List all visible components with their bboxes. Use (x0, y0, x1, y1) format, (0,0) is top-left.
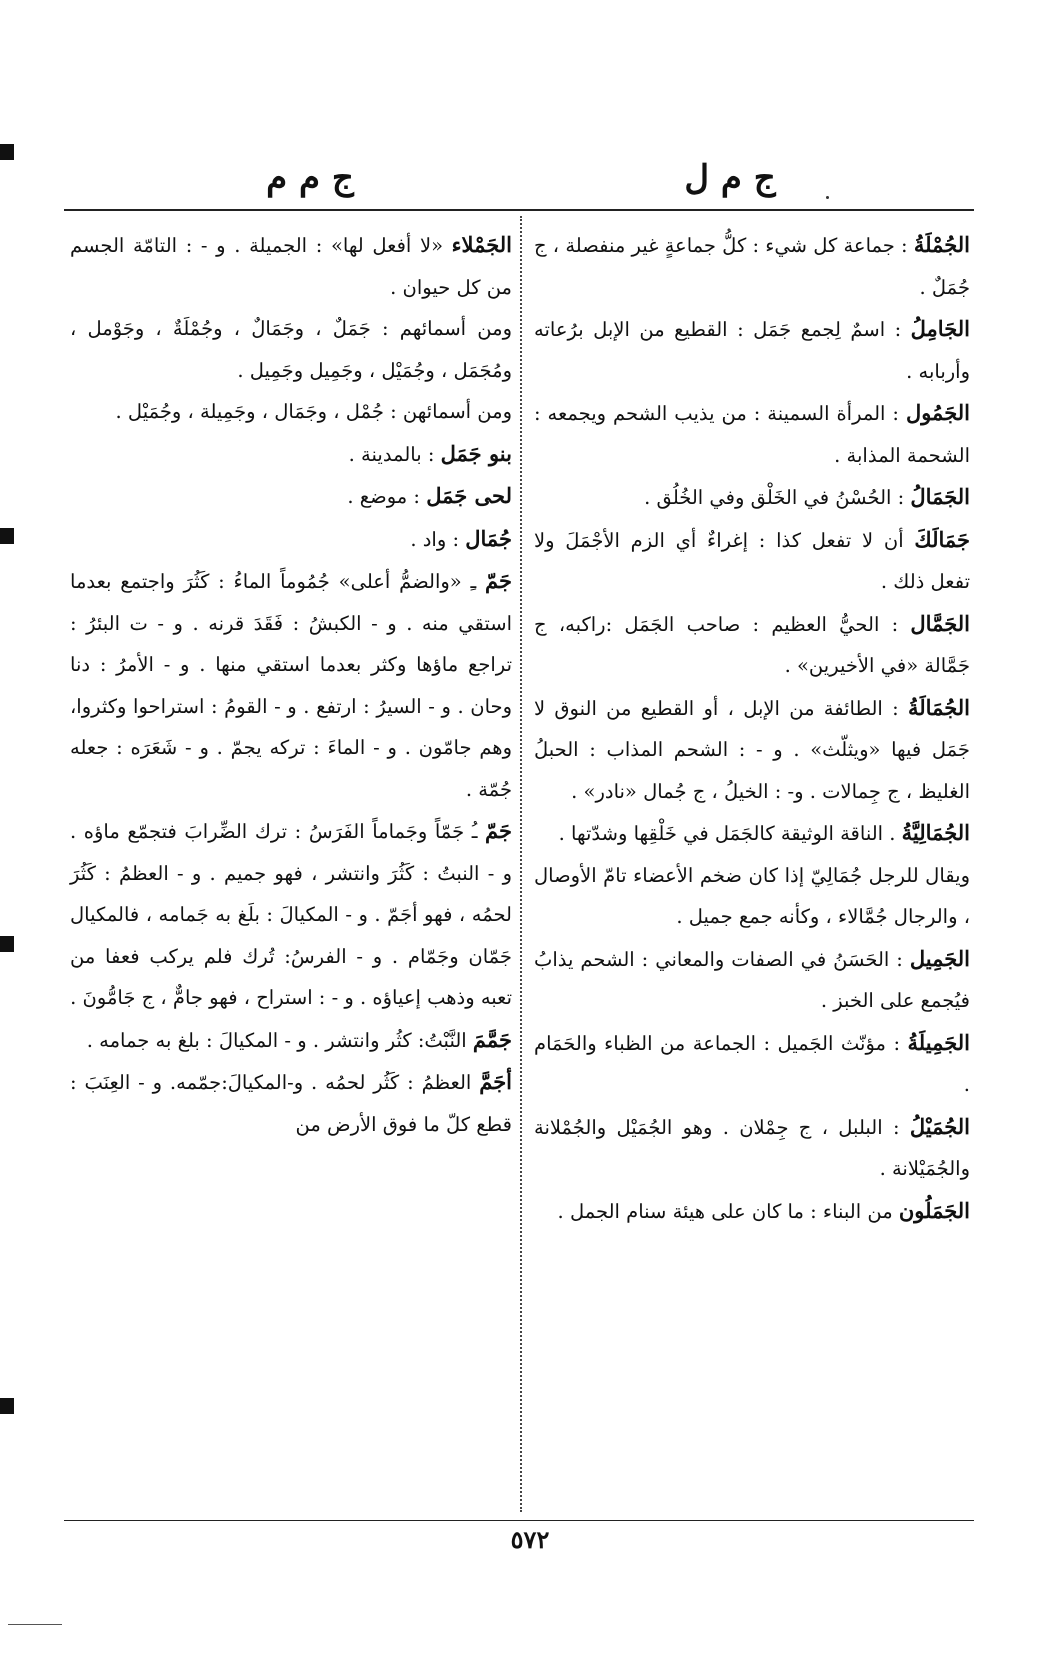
entry-headword: الجَمَالُ (910, 484, 970, 509)
dictionary-entry (534, 519, 970, 603)
entry-definition: من البناء : ما كان على هيئة سنام الجمل . (557, 1199, 893, 1223)
dictionary-entry (534, 476, 970, 519)
entry-definition: : الطائفة من الإبل ، أو القطيع من النوق لا جَمَل فيها «ويثلّث» . و - : الشحم المذاب : الحبلُ الغليظ ، ج جِمالات . و- : الخيلُ ، ج جُمال «نادر» . (534, 696, 970, 803)
dictionary-entry (70, 308, 512, 391)
dictionary-entry (70, 475, 512, 518)
entry-definition: ومن أسمائهم : جَمَلٌ ، وجَمَالٌ ، وجُمْلَةٌ ، وجَوْمل ، ومُجَمَل ، وجُمَيْل ، وجَمِيل وجَمِيل . (70, 317, 512, 382)
entry-headword: الجُمَالَةُ (908, 694, 971, 720)
entry-headword: الجَمِيلَةُ (907, 1029, 970, 1055)
dictionary-entry (70, 224, 512, 308)
entry-headword: الجَمَلُون (898, 1197, 970, 1223)
scan-margin-mark (0, 528, 14, 544)
entry-definition: ويقال للرجل جُمَالِيّ إذا كان ضخم الأعضاء تامّ الأوصال ، والرجال جُمَّالاء ، وكأنه جمع جميل . (534, 863, 970, 928)
entry-definition: ومن أسمائهن : جُمْل ، وجَمَال ، وجَمِيلة ، وجُمَيْل . (115, 400, 512, 423)
entry-definition: : البلبل ، ج جِمْلان . وهو الجُمَيْل والجُمْلانة والجُمَيْلانة . (534, 1115, 970, 1180)
entry-headword: الجُمَيْلُ (909, 1113, 971, 1139)
header-rule (64, 209, 974, 211)
dictionary-entry (70, 810, 512, 1019)
entry-headword: جَمَّمَ (472, 1026, 512, 1052)
footer-rule (64, 1520, 974, 1521)
entry-headword: جُمَال (465, 525, 512, 551)
entry-definition: ـُ جَمّاً وجَماماً الفَرَسُ : ترك الضِّرابَ فتجمّع ماؤه . و - النبتُ : كَثُرَ وانتشر ، فهو جميم . و - العظمُ : كَثُرَ لحمُه ، فهو أجَمّ . و - المكيالَ : بلَغ به جَمامه ، فالمكيال جَمّان وجَمّام . و - الفرسُ: تُرك فلم يركب فعفا من تعبه وذهب إعياؤه . و - : استراح ، فهو جامٌّ ، ج جَامُّونَ . (70, 820, 512, 1009)
scan-margin-mark (0, 1398, 14, 1414)
entry-headword: الجَمْلاء (451, 232, 513, 257)
column-divider (520, 216, 522, 1512)
dictionary-entry (70, 391, 512, 433)
dictionary-entry (534, 855, 970, 938)
dictionary-entry (534, 603, 970, 687)
dictionary-entry (70, 1019, 512, 1062)
entry-headword: لحى جَمَل (426, 483, 512, 508)
entry-definition: : بالمدينة . (348, 442, 435, 466)
dictionary-entry (534, 938, 970, 1022)
entry-definition: : موضع . (347, 485, 420, 508)
entry-headword: الجُمَالِيَّةُ (901, 820, 970, 845)
scan-margin-mark (0, 144, 14, 160)
entry-headword: الجُمْلَةُ (913, 232, 970, 257)
dictionary-entry (534, 1022, 970, 1106)
entry-headword: الجَمَّال (910, 610, 970, 636)
scan-margin-mark (0, 936, 14, 952)
entry-definition: النَّبْتُ: كثُر وانتشر . و - المكيالَ : بلغ به جمامه . (86, 1028, 467, 1052)
dictionary-entry (70, 518, 512, 561)
entry-headword: الجَمِيل (909, 945, 971, 971)
running-head-left: ج م م (266, 158, 354, 198)
header-dot (826, 196, 829, 199)
dictionary-entry (70, 1061, 512, 1145)
page-number: ٥٧٢ (510, 1525, 550, 1554)
entry-headword: جَمّ (485, 818, 512, 843)
entry-definition: «لا أفعل لها» : الجميلة . و - : التامّة الجسم من كل حيوان . (70, 234, 512, 299)
entry-definition: : الحيُّ العظيم : صاحب الجَمَل :راكبه، ج جَمَّالة «في الأخيرين» . (534, 612, 970, 677)
running-head-right: ج م ل (684, 158, 776, 198)
entry-headword: الجَامِلُ (910, 316, 970, 341)
entry-definition: : اسمٌ لِجمع جَمَل : القطيع من الإبل برُعاته وأربابه . (534, 318, 970, 383)
entry-definition: : الحُسْنُ في الخَلْق وفي الخُلُق . (644, 486, 905, 509)
entry-headword: جَمّ (485, 568, 512, 593)
entry-definition: : مؤنّث الجَميل : الجماعة من الظباء والحَمَام . (534, 1031, 970, 1096)
entry-definition: ـِ «والضمُّ أعلى» جُمُوماً الماءُ : كَثُرَ واجتمع بعدما استقي منه . و - الكبشُ : فَقَدَ قرنه . و - ت البئرُ : تراجع ماؤها وكثر بعدما استقي منها . و - الأمرُ : دنا وحان . و - السيرُ : ارتفع . و - القومُ : استراحوا وكثروا، وهم جامّون . و - الماءَ : تركه يجمّ . و - شَعَرَه : جعله جُمّة . (70, 570, 512, 801)
left-column (70, 224, 512, 1145)
dictionary-entry (70, 560, 512, 810)
entry-definition: : واد . (410, 527, 460, 551)
entry-definition: : الحَسَنُ في الصفات والمعاني : الشحم يذابُ فيُجمع على الخبز . (534, 947, 970, 1012)
dictionary-entry (70, 433, 512, 476)
scan-margin-line (8, 1624, 62, 1625)
dictionary-entry (534, 1106, 970, 1190)
dictionary-entry (534, 224, 970, 308)
entry-headword: جَمَالَكَ (914, 526, 971, 552)
entry-definition: العظمُ : كَثُر لحمُه . و-المكيالَ:جمّمه. و - العِنَبَ : قطع كلّ ما فوق الأرض من (70, 1071, 512, 1136)
dictionary-entry (534, 812, 970, 855)
dictionary-entry (534, 687, 970, 813)
entry-headword: بنو جَمَل (440, 440, 512, 466)
dictionary-entry (534, 1190, 970, 1233)
dictionary-entry (534, 392, 970, 476)
entry-headword: أجَمَّ (479, 1069, 513, 1094)
right-column (534, 224, 970, 1232)
entry-headword: الجَمُول (905, 400, 970, 425)
dictionary-entry (534, 308, 970, 392)
entry-definition: أن لا تفعل كذا : إغراءٌ أي الزم الأجْمَلَ ولا تفعل ذلك . (534, 528, 970, 593)
entry-definition: : المرأة السمينة : من يذيب الشحم ويجمعه : الشحمة المذابة . (534, 402, 970, 467)
entry-definition: . الناقة الوثيقة كالجَمَل في خَلْقِها وشدّتها . (558, 822, 896, 845)
entry-definition: : جماعة كل شيء : كلُّ جماعةٍ غير منفصلة ، ج جُمَلٌ . (534, 234, 970, 299)
